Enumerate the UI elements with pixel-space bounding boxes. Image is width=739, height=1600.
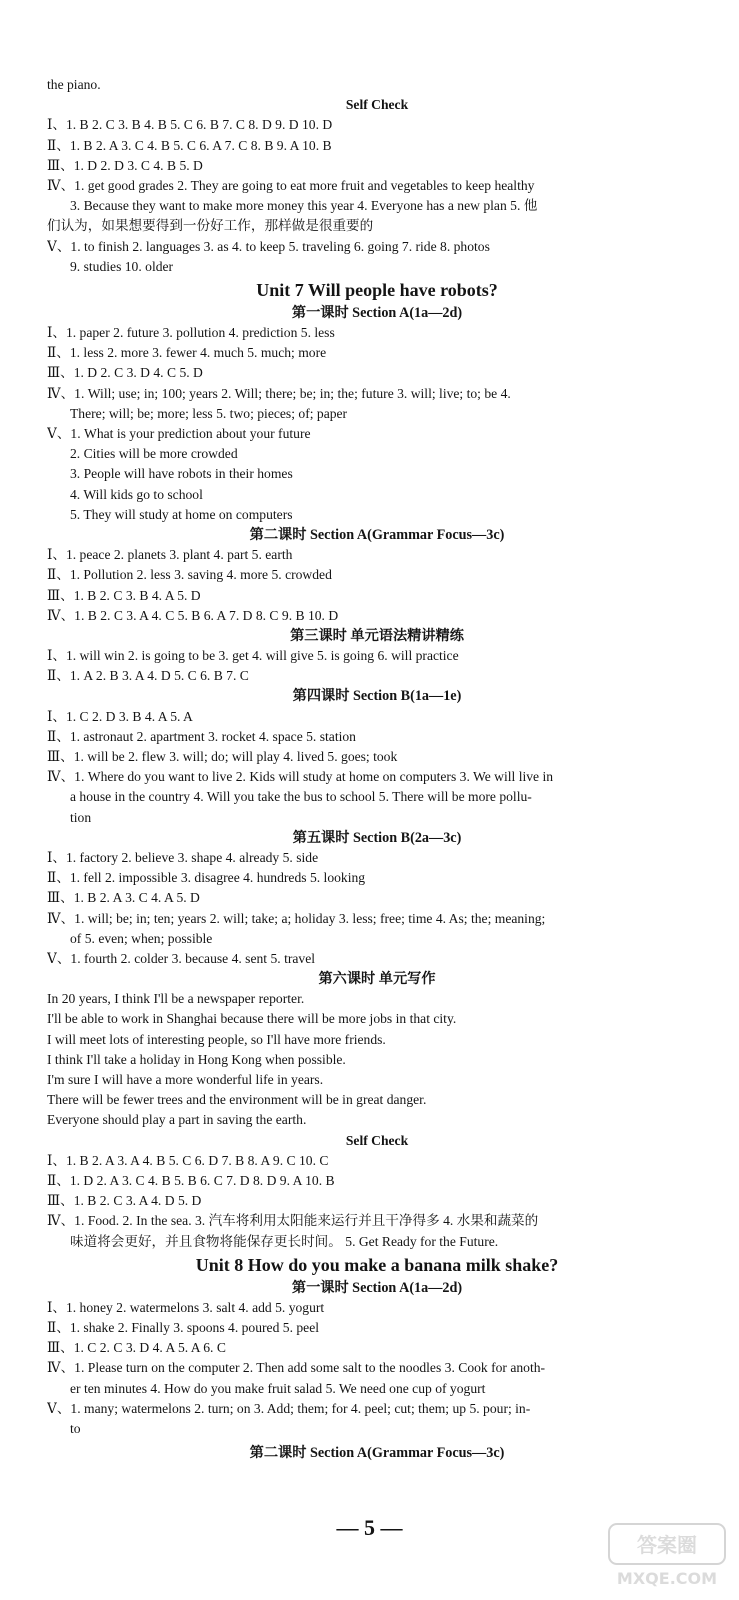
- answer-line: Ⅲ、1. B 2. C 3. B 4. A 5. D: [47, 587, 201, 603]
- answer-line: Ⅱ、1. D 2. A 3. C 4. B 5. B 6. C 7. D 8. D 9. A 10. B: [47, 1172, 335, 1188]
- answer-line: Ⅲ、1. D 2. D 3. C 4. B 5. D: [47, 157, 203, 173]
- answer-line: a house in the country 4. Will you take the bus to school 5. There will be more pollu-: [70, 789, 532, 805]
- section-heading: 第五课时 Section B(2a—3c): [292, 829, 462, 846]
- answer-line: Ⅳ、1. Food. 2. In the sea. 3. 汽车将利用太阳能来运行并且干净得多 4. 水果和蔬菜的: [47, 1213, 539, 1229]
- section-heading: 第三课时 单元语法精讲精练: [290, 627, 464, 644]
- answer-line: er ten minutes 4. How do you make fruit salad 5. We need one cup of yogurt: [70, 1380, 486, 1396]
- section-heading: 第一课时 Section A(1a—2d): [291, 304, 463, 321]
- page-number: — 5 —: [336, 1515, 403, 1540]
- answer-line: Ⅳ、1. Where do you want to live 2. Kids will study at home on computers 3. We will live in: [47, 769, 554, 785]
- answer-line: Ⅴ、1. What is your prediction about your future: [47, 426, 311, 441]
- answer-line: Ⅲ、1. D 2. C 3. D 4. C 5. D: [47, 365, 203, 381]
- answer-line: Ⅳ、1. Please turn on the computer 2. Then add some salt to the noodles 3. Cook for anoth-: [47, 1360, 546, 1376]
- answer-line: Ⅳ、1. Will; use; in; 100; years 2. Will; there; be; in; the; future 3. will; live; to; be 4.: [47, 385, 511, 401]
- writing-line: There will be fewer trees and the environment will be in great danger.: [47, 1092, 427, 1108]
- answer-line: Ⅱ、1. Pollution 2. less 3. saving 4. more 5. crowded: [47, 567, 332, 583]
- watermark-logo: [607, 1520, 727, 1590]
- unit-title: Unit 8 How do you make a banana milk shake?: [195, 1254, 559, 1275]
- answer-line: Ⅰ、1. honey 2. watermelons 3. salt 4. add 5. yogurt: [47, 1299, 325, 1315]
- answer-line: 5. They will study at home on computers: [70, 506, 293, 522]
- answer-line: 味道将会更好，并且食物将能保存更长时间。 5. Get Ready for the Future.: [70, 1233, 499, 1249]
- writing-line: Everyone should play a part in saving the earth.: [47, 1112, 307, 1128]
- answer-line: 们认为，如果想要得到一份好工作，那样做是很重要的: [47, 218, 374, 234]
- answer-line: Ⅲ、1. C 2. C 3. D 4. A 5. A 6. C: [47, 1340, 226, 1356]
- answer-line: Ⅱ、1. astronaut 2. apartment 3. rocket 4. space 5. station: [47, 728, 356, 744]
- answer-line: Ⅴ、1. to finish 2. languages 3. as 4. to keep 5. traveling 6. going 7. ride 8. photos: [47, 238, 490, 254]
- answer-line: 3. People will have robots in their homes: [70, 466, 293, 482]
- writing-line: I think I'll take a holiday in Hong Kong when possible.: [47, 1051, 346, 1067]
- section-heading: 第四课时 Section B(1a—1e): [292, 688, 462, 705]
- writing-line: I will meet lots of interesting people, so I'll have more friends.: [47, 1031, 386, 1047]
- answer-line: Ⅰ、1. B 2. C 3. B 4. B 5. C 6. B 7. C 8. D 9. D 10. D: [47, 117, 333, 133]
- answer-line: 2. Cities will be more crowded: [70, 446, 238, 462]
- answer-line: Ⅰ、1. B 2. A 3. A 4. B 5. C 6. D 7. B 8. A 9. C 10. C: [47, 1152, 329, 1168]
- answer-line: There; will; be; more; less 5. two; pieces; of; paper: [70, 405, 348, 421]
- answer-line: Ⅱ、1. less 2. more 3. fewer 4. much 5. much; more: [47, 345, 327, 361]
- answer-line: Ⅱ、1. B 2. A 3. C 4. B 5. C 6. A 7. C 8. B 9. A 10. B: [47, 137, 332, 153]
- writing-line: I'm sure I will have a more wonderful life in years.: [47, 1072, 324, 1087]
- writing-line: I'll be able to work in Shanghai because there will be more jobs in that city.: [47, 1011, 457, 1027]
- answer-line: Ⅴ、1. fourth 2. colder 3. because 4. sent 5. travel: [47, 950, 316, 966]
- answer-line: Ⅳ、1. B 2. C 3. A 4. C 5. B 6. A 7. D 8. C 9. B 10. D: [47, 607, 339, 623]
- answer-line: 9. studies 10. older: [70, 258, 174, 274]
- answer-line: of 5. even; when; possible: [70, 930, 213, 946]
- answer-line: Ⅰ、1. C 2. D 3. B 4. A 5. A: [47, 708, 193, 724]
- answer-line: Ⅱ、1. fell 2. impossible 3. disagree 4. hundreds 5. looking: [47, 870, 366, 886]
- answer-line: 3. Because they want to make more money this year 4. Everyone has a new plan 5. 他: [70, 198, 538, 214]
- answer-line: Ⅲ、1. will be 2. flew 3. will; do; will play 4. lived 5. goes; took: [47, 749, 398, 764]
- answer-line: Ⅴ、1. many; watermelons 2. turn; on 3. Add; them; for 4. peel; cut; them; up 5. pour; in-: [47, 1400, 531, 1416]
- text-line: the piano.: [47, 77, 101, 92]
- answer-line: Ⅰ、1. paper 2. future 3. pollution 4. prediction 5. less: [47, 325, 335, 341]
- self-check-heading: Self Check: [345, 97, 409, 113]
- unit-title: Unit 7 Will people have robots?: [256, 279, 498, 300]
- answer-line: tion: [70, 809, 92, 825]
- section-heading: 第一课时 Section A(1a—2d): [291, 1279, 463, 1296]
- answer-line: Ⅱ、1. A 2. B 3. A 4. D 5. C 6. B 7. C: [47, 668, 249, 684]
- svg-text:MXQE.COM: MXQE.COM: [616, 1569, 718, 1588]
- answer-line: to: [70, 1421, 81, 1436]
- section-heading: 第二课时 Section A(Grammar Focus—3c): [249, 526, 505, 543]
- answer-line: Ⅲ、1. B 2. A 3. C 4. A 5. D: [47, 890, 200, 906]
- answer-line: Ⅲ、1. B 2. C 3. A 4. D 5. D: [47, 1193, 202, 1209]
- self-check-heading: Self Check: [345, 1132, 409, 1148]
- answer-line: Ⅱ、1. shake 2. Finally 3. spoons 4. poured 5. peel: [47, 1320, 320, 1336]
- answer-line: Ⅳ、1. get good grades 2. They are going to eat more fruit and vegetables to keep healthy: [47, 177, 535, 193]
- answer-page: [47, 75, 707, 1463]
- answer-line: Ⅰ、1. factory 2. believe 3. shape 4. already 5. side: [47, 849, 319, 865]
- writing-line: In 20 years, I think I'll be a newspaper reporter.: [47, 991, 305, 1007]
- section-heading: 第六课时 单元写作: [318, 971, 436, 988]
- answer-line: Ⅰ、1. peace 2. planets 3. plant 4. part 5. earth: [47, 547, 293, 563]
- svg-text:答案圈: 答案圈: [637, 1533, 697, 1557]
- section-heading: 第二课时 Section A(Grammar Focus—3c): [249, 1445, 505, 1462]
- answer-line: 4. Will kids go to school: [70, 486, 203, 502]
- answer-line: Ⅰ、1. will win 2. is going to be 3. get 4. will give 5. is going 6. will practice: [47, 648, 459, 664]
- answer-line: Ⅳ、1. will; be; in; ten; years 2. will; take; a; holiday 3. less; free; time 4. As; the; meaning;: [47, 910, 546, 926]
